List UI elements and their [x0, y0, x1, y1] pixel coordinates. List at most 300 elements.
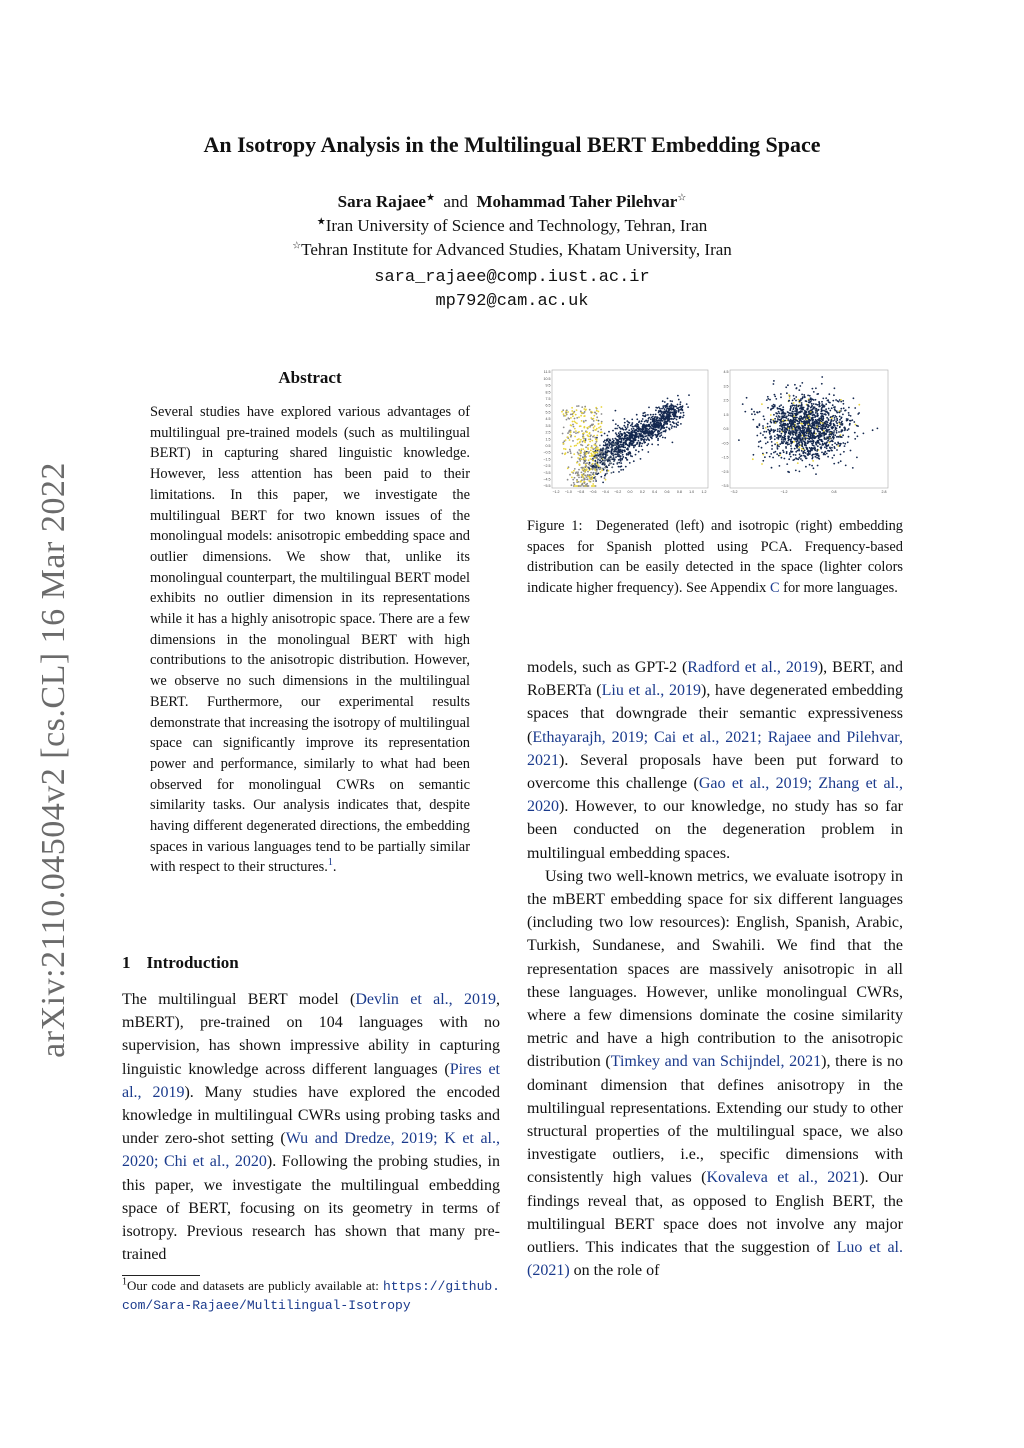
- right-scatter-point: [777, 421, 779, 423]
- right-scatter-point: [813, 427, 815, 429]
- left-x-tick: 0.0: [627, 490, 633, 494]
- right-scatter-point: [815, 412, 817, 414]
- right-scatter-point: [831, 417, 833, 419]
- footnote-url[interactable]: https://github.com/Sara-Rajaee/Multilingual-Isotropy: [122, 1279, 500, 1313]
- left-scatter-point: [594, 425, 596, 427]
- left-scatter-point: [580, 455, 582, 457]
- left-scatter-point: [638, 422, 640, 424]
- left-scatter-point: [583, 461, 585, 463]
- left-y-tick: −5.5: [543, 484, 551, 489]
- right-scatter-point: [776, 453, 778, 455]
- left-scatter-point: [607, 439, 609, 441]
- right-scatter-point: [771, 408, 773, 410]
- left-scatter-point: [594, 476, 596, 478]
- left-scatter-point: [604, 452, 606, 454]
- right-scatter-point: [832, 420, 834, 422]
- right-scatter-point: [798, 434, 800, 436]
- left-scatter-point: [657, 422, 659, 424]
- left-scatter-point: [620, 462, 622, 464]
- left-scatter-point: [672, 418, 674, 420]
- left-scatter-point: [600, 432, 602, 434]
- right-scatter-point: [815, 453, 817, 455]
- left-scatter-point: [630, 443, 632, 445]
- left-scatter-point: [657, 432, 659, 434]
- right-scatter-point: [800, 458, 802, 460]
- left-scatter-point: [600, 476, 602, 478]
- right-scatter-point: [795, 400, 797, 402]
- right-scatter-point: [765, 431, 767, 433]
- right-scatter-point: [840, 434, 842, 436]
- left-scatter-point: [615, 410, 617, 412]
- left-scatter-point: [616, 434, 618, 436]
- left-scatter-point: [577, 457, 579, 459]
- left-scatter-point: [638, 433, 640, 435]
- left-scatter-point: [574, 445, 576, 447]
- left-scatter-point: [618, 432, 620, 434]
- right-scatter-point: [837, 400, 839, 402]
- right-scatter-point: [779, 420, 781, 422]
- right-scatter-point: [833, 434, 835, 436]
- author-1-mark: ★: [425, 192, 435, 204]
- left-scatter-point: [596, 416, 598, 418]
- left-scatter-point: [609, 463, 611, 465]
- left-scatter-point: [563, 427, 565, 429]
- right-scatter-point: [800, 398, 802, 400]
- left-scatter-point: [604, 477, 606, 479]
- left-scatter-point: [613, 463, 615, 465]
- left-scatter-point: [638, 440, 640, 442]
- left-scatter-point: [577, 452, 579, 454]
- citation-link[interactable]: Luo et al. (2021): [527, 1239, 904, 1280]
- left-scatter-point: [629, 444, 631, 446]
- right-scatter-point: [794, 424, 796, 426]
- left-scatter-point: [571, 456, 573, 458]
- left-scatter-point: [598, 411, 600, 413]
- right-scatter-point: [814, 416, 816, 418]
- left-scatter-point: [576, 479, 578, 481]
- right-scatter-point: [784, 433, 786, 435]
- right-scatter-point: [796, 404, 798, 406]
- left-scatter-point: [627, 435, 629, 437]
- left-scatter-point: [632, 422, 634, 424]
- right-scatter-point: [841, 417, 843, 419]
- left-scatter-point: [619, 434, 621, 436]
- left-scatter-point: [673, 410, 675, 412]
- citation-link[interactable]: Gao et al., 2019; Zhang et al., 2020: [527, 775, 903, 816]
- left-scatter-point: [587, 448, 589, 450]
- right-scatter-point: [834, 447, 836, 449]
- left-scatter-point: [628, 429, 630, 431]
- right-scatter-point: [828, 408, 830, 410]
- left-scatter-point: [567, 479, 569, 481]
- left-scatter-point: [598, 423, 600, 425]
- right-scatter-point: [818, 404, 820, 406]
- right-scatter-point: [801, 455, 803, 457]
- right-scatter-point: [817, 441, 819, 443]
- left-x-tick: −0.2: [614, 490, 622, 494]
- left-scatter-point: [579, 425, 581, 427]
- left-scatter-point: [562, 433, 564, 435]
- left-scatter-point: [575, 414, 577, 416]
- right-scatter-point: [771, 441, 773, 443]
- right-scatter-point: [773, 431, 775, 433]
- right-scatter-point: [820, 416, 822, 418]
- left-scatter-point: [574, 418, 576, 420]
- left-scatter-point: [655, 434, 657, 436]
- right-scatter-point: [763, 415, 765, 417]
- left-scatter-point: [664, 427, 666, 429]
- left-scatter-point: [614, 428, 616, 430]
- left-scatter-point: [592, 463, 594, 465]
- right-scatter-point: [767, 398, 769, 400]
- left-scatter-point: [607, 454, 609, 456]
- left-scatter-point: [584, 457, 586, 459]
- section-title: Introduction: [146, 953, 239, 972]
- left-scatter-point: [612, 430, 614, 432]
- left-scatter-point: [624, 432, 626, 434]
- left-scatter-point: [570, 436, 572, 438]
- left-scatter-point: [583, 485, 585, 487]
- left-scatter-point: [602, 468, 604, 470]
- right-scatter-point: [781, 415, 783, 417]
- right-scatter-point: [833, 463, 835, 465]
- left-scatter-point: [620, 428, 622, 430]
- left-scatter-point: [572, 421, 574, 423]
- right-scatter-point: [821, 403, 823, 405]
- left-scatter-point: [633, 460, 635, 462]
- right-scatter-point: [824, 426, 826, 428]
- right-scatter-point: [821, 425, 823, 427]
- left-scatter-point: [569, 474, 571, 476]
- left-scatter-point: [660, 420, 662, 422]
- left-scatter-point: [626, 431, 628, 433]
- left-scatter-point: [645, 432, 647, 434]
- right-scatter-point: [796, 432, 798, 434]
- left-scatter-point: [616, 428, 618, 430]
- left-y-tick: −2.5: [543, 464, 551, 469]
- left-scatter-point: [588, 426, 590, 428]
- section-number: 1: [122, 953, 131, 972]
- left-scatter-point: [663, 431, 665, 433]
- right-scatter-point: [795, 420, 797, 422]
- right-scatter-point: [843, 403, 845, 405]
- citation-link[interactable]: Pires et al., 2019: [122, 1060, 501, 1101]
- right-scatter-point: [789, 454, 791, 456]
- left-scatter-point: [601, 455, 603, 457]
- citation-link[interactable]: Kovaleva et al., 2021: [706, 1169, 860, 1187]
- left-y-tick: 1.5: [545, 437, 551, 442]
- citation-link[interactable]: Liu et al., 2019: [601, 682, 702, 700]
- right-scatter-point: [773, 414, 775, 416]
- left-scatter-point: [579, 459, 581, 461]
- right-scatter-point: [790, 423, 792, 425]
- left-scatter-point: [679, 403, 681, 405]
- left-scatter-point: [663, 405, 665, 407]
- left-scatter-point: [591, 445, 593, 447]
- body-text: Using two well-known metrics, we evaluate isotropy in the mBERT embedding space for six different languages (including two low resources): English, Spanish, Arabic, Turkish, Sundanese, and Swahili. We find that the representation spaces are massively anisotropic in all these languages. However, unlike monolingual CWRs, where a few dimensions dominate the cosine similarity metric and have a high contribution to the anisotropic distribution (: [527, 867, 903, 1071]
- left-scatter-point: [657, 424, 659, 426]
- left-scatter-point: [637, 430, 639, 432]
- right-scatter-point: [762, 460, 764, 462]
- right-scatter-point: [798, 441, 800, 443]
- right-scatter-point: [785, 431, 787, 433]
- left-scatter-point: [585, 446, 587, 448]
- left-scatter-point: [626, 437, 628, 439]
- left-scatter-point: [657, 427, 659, 429]
- left-scatter-point: [594, 437, 596, 439]
- left-scatter-point: [673, 409, 675, 411]
- left-scatter-point: [672, 405, 674, 407]
- right-scatter-point: [798, 405, 800, 407]
- left-scatter-point: [563, 443, 565, 445]
- left-scatter-point: [616, 439, 618, 441]
- left-scatter-point: [587, 478, 589, 480]
- right-x-tick: −1.2: [780, 490, 788, 494]
- right-scatter-point: [779, 408, 781, 410]
- right-scatter-point: [804, 396, 806, 398]
- body-text: on the role of: [569, 1262, 660, 1280]
- right-scatter-point: [835, 399, 837, 401]
- right-scatter-point: [834, 417, 836, 419]
- right-scatter-point: [764, 456, 766, 458]
- left-scatter-point: [655, 414, 657, 416]
- right-scatter-point: [809, 436, 811, 438]
- right-scatter-point: [771, 467, 773, 469]
- right-scatter-point: [799, 432, 801, 434]
- right-scatter-point: [777, 448, 779, 450]
- right-scatter-point: [826, 453, 828, 455]
- right-scatter-point: [808, 425, 810, 427]
- left-scatter-point: [595, 441, 597, 443]
- right-scatter-point: [803, 394, 805, 396]
- left-scatter-point: [590, 477, 592, 479]
- right-scatter-point: [789, 430, 791, 432]
- right-scatter-point: [798, 399, 800, 401]
- right-scatter-point: [812, 419, 814, 421]
- right-scatter-point: [823, 405, 825, 407]
- right-scatter-point: [811, 465, 813, 467]
- left-scatter-point: [600, 448, 602, 450]
- left-scatter-point: [608, 457, 610, 459]
- right-scatter-point: [821, 401, 823, 403]
- left-scatter-point: [670, 424, 672, 426]
- left-scatter-point: [635, 433, 637, 435]
- left-scatter-point: [608, 431, 610, 433]
- left-scatter-point: [586, 452, 588, 454]
- right-scatter-point: [788, 471, 790, 473]
- right-scatter-point: [824, 446, 826, 448]
- arxiv-stamp: [24, 460, 84, 1060]
- right-scatter-point: [819, 426, 821, 428]
- right-scatter-point: [833, 454, 835, 456]
- right-scatter-point: [816, 408, 818, 410]
- email-1[interactable]: sara_rajaee@comp.iust.ac.ir: [374, 268, 650, 287]
- left-scatter-point: [627, 426, 629, 428]
- left-scatter-point: [617, 462, 619, 464]
- right-scatter-point: [838, 421, 840, 423]
- left-scatter-point: [605, 473, 607, 475]
- right-scatter-point: [784, 458, 786, 460]
- left-scatter-point: [657, 419, 659, 421]
- citation-link[interactable]: Ethayarajh, 2019; Cai et al., 2021; Rajaee and Pilehvar, 2021: [527, 728, 903, 769]
- right-scatter-point: [782, 425, 784, 427]
- left-scatter-point: [618, 459, 620, 461]
- right-scatter-point: [785, 386, 787, 388]
- affiliation-2-text: Tehran Institute for Advanced Studies, Khatam University, Iran: [301, 240, 732, 259]
- right-scatter-point: [832, 400, 834, 402]
- left-scatter-point: [651, 437, 653, 439]
- left-scatter-point: [589, 441, 591, 443]
- right-scatter-point: [808, 432, 810, 434]
- right-scatter-point: [840, 424, 842, 426]
- right-scatter-point: [803, 452, 805, 454]
- left-scatter-point: [576, 462, 578, 464]
- left-scatter-point: [603, 441, 605, 443]
- left-scatter-point: [607, 444, 609, 446]
- right-scatter-point: [805, 437, 807, 439]
- right-scatter-point: [811, 403, 813, 405]
- right-scatter-point: [812, 454, 814, 456]
- left-x-tick: 0.6: [664, 490, 670, 494]
- right-scatter-point: [813, 430, 815, 432]
- left-scatter-point: [563, 448, 565, 450]
- right-scatter-point: [784, 423, 786, 425]
- left-scatter-point: [613, 471, 615, 473]
- right-scatter-point: [777, 430, 779, 432]
- left-scatter-point: [646, 445, 648, 447]
- right-scatter-point: [848, 412, 850, 414]
- right-scatter-point: [774, 443, 776, 445]
- left-scatter-point: [610, 462, 612, 464]
- right-scatter-point: [848, 407, 850, 409]
- left-scatter-point: [665, 418, 667, 420]
- citation-link[interactable]: Radford et al., 2019: [687, 659, 818, 676]
- right-scatter-point: [746, 397, 748, 399]
- left-scatter-point: [619, 431, 621, 433]
- left-scatter-point: [565, 439, 567, 441]
- left-scatter-point: [589, 409, 591, 411]
- citation-link[interactable]: Timkey and van Schijndel, 2021: [610, 1053, 822, 1071]
- email-2[interactable]: mp792@cam.ac.uk: [435, 292, 589, 311]
- footnote-text: Our code and datasets are publicly available at:: [127, 1278, 379, 1293]
- left-scatter-point: [680, 412, 682, 414]
- left-scatter-point: [583, 432, 585, 434]
- right-scatter-point: [847, 441, 849, 443]
- left-scatter-point: [602, 459, 604, 461]
- right-scatter-point: [776, 437, 778, 439]
- left-scatter-point: [662, 400, 664, 402]
- right-scatter-point: [813, 432, 815, 434]
- left-scatter-point: [601, 406, 603, 408]
- left-scatter-point: [600, 456, 602, 458]
- right-scatter-point: [821, 383, 823, 385]
- right-scatter-point: [764, 419, 766, 421]
- left-scatter-point: [678, 410, 680, 412]
- left-scatter-point: [596, 473, 598, 475]
- right-scatter-point: [806, 431, 808, 433]
- left-scatter-point: [666, 406, 668, 408]
- right-scatter-point: [802, 439, 804, 441]
- right-scatter-point: [798, 389, 800, 391]
- footnote-ref[interactable]: 1: [327, 857, 333, 869]
- right-scatter-point: [842, 434, 844, 436]
- left-scatter-point: [641, 420, 643, 422]
- left-scatter-point: [631, 419, 633, 421]
- right-scatter-point: [821, 435, 823, 437]
- right-scatter-point: [795, 441, 797, 443]
- right-scatter-point: [795, 457, 797, 459]
- arxiv-id[interactable]: arXiv:2110.04504v2 [cs.CL] 16 Mar 2022: [35, 462, 72, 1058]
- right-scatter-point: [792, 413, 794, 415]
- left-scatter-point: [601, 450, 603, 452]
- right-scatter-point: [764, 437, 766, 439]
- right-scatter-point: [857, 413, 859, 415]
- left-scatter-point: [595, 445, 597, 447]
- left-y-tick: 10.5: [543, 376, 551, 381]
- right-scatter-point: [751, 408, 753, 410]
- left-scatter-point: [596, 437, 598, 439]
- right-x-tick: 2.8: [881, 490, 887, 494]
- right-scatter-point: [812, 460, 814, 462]
- right-scatter-point: [770, 453, 772, 455]
- right-scatter-point: [801, 402, 803, 404]
- right-scatter-point: [738, 439, 740, 441]
- right-scatter-point: [761, 463, 763, 465]
- body-text: ). Our findings reveal that, as opposed to English BERT, the multilingual BERT space does not involve any major outliers. This indicates that the suggestion of: [527, 1169, 903, 1257]
- citation-link[interactable]: Wu and Dredze, 2019; K et al., 2020; Chi et al., 2020: [122, 1130, 500, 1171]
- left-scatter-point: [664, 437, 666, 439]
- left-scatter-point: [611, 466, 613, 468]
- left-scatter-point: [668, 414, 670, 416]
- right-scatter-point: [777, 428, 779, 430]
- right-scatter-point: [836, 430, 838, 432]
- right-scatter-point: [769, 436, 771, 438]
- left-scatter-point: [576, 405, 578, 407]
- left-scatter-point: [622, 454, 624, 456]
- right-scatter-point: [760, 432, 762, 434]
- left-scatter-point: [664, 408, 666, 410]
- appendix-link[interactable]: C: [769, 579, 780, 596]
- right-scatter-point: [829, 431, 831, 433]
- left-scatter-point: [680, 423, 682, 425]
- right-scatter-point: [838, 431, 840, 433]
- right-scatter-point: [807, 435, 809, 437]
- left-scatter-point: [619, 455, 621, 457]
- affiliation-1: [0, 214, 1024, 238]
- right-scatter-point: [778, 411, 780, 413]
- right-scatter-point: [839, 419, 841, 421]
- left-scatter-point: [593, 452, 595, 454]
- right-scatter-point: [821, 428, 823, 430]
- right-scatter-point: [817, 419, 819, 421]
- right-scatter-point: [823, 444, 825, 446]
- left-scatter-point: [605, 479, 607, 481]
- citation-link[interactable]: Devlin et al., 2019: [355, 991, 496, 1008]
- right-scatter-point: [801, 448, 803, 450]
- left-scatter-point: [683, 412, 685, 414]
- right-scatter-point: [834, 434, 836, 436]
- left-scatter-point: [634, 436, 636, 438]
- right-scatter-point: [804, 450, 806, 452]
- left-scatter-point: [675, 423, 677, 425]
- right-scatter-point: [779, 428, 781, 430]
- left-scatter-point: [569, 439, 571, 441]
- left-scatter-point: [571, 477, 573, 479]
- right-scatter-point: [799, 453, 801, 455]
- left-scatter-point: [606, 446, 608, 448]
- affiliation-2: [0, 238, 1024, 262]
- caption-text: Degenerated (left) and isotropic (right) embedding spaces for Spanish plotted using PCA. Frequency-based distribution can be easily detected in the space (lighter colors indicate higher frequency). See Appendix: [527, 518, 903, 596]
